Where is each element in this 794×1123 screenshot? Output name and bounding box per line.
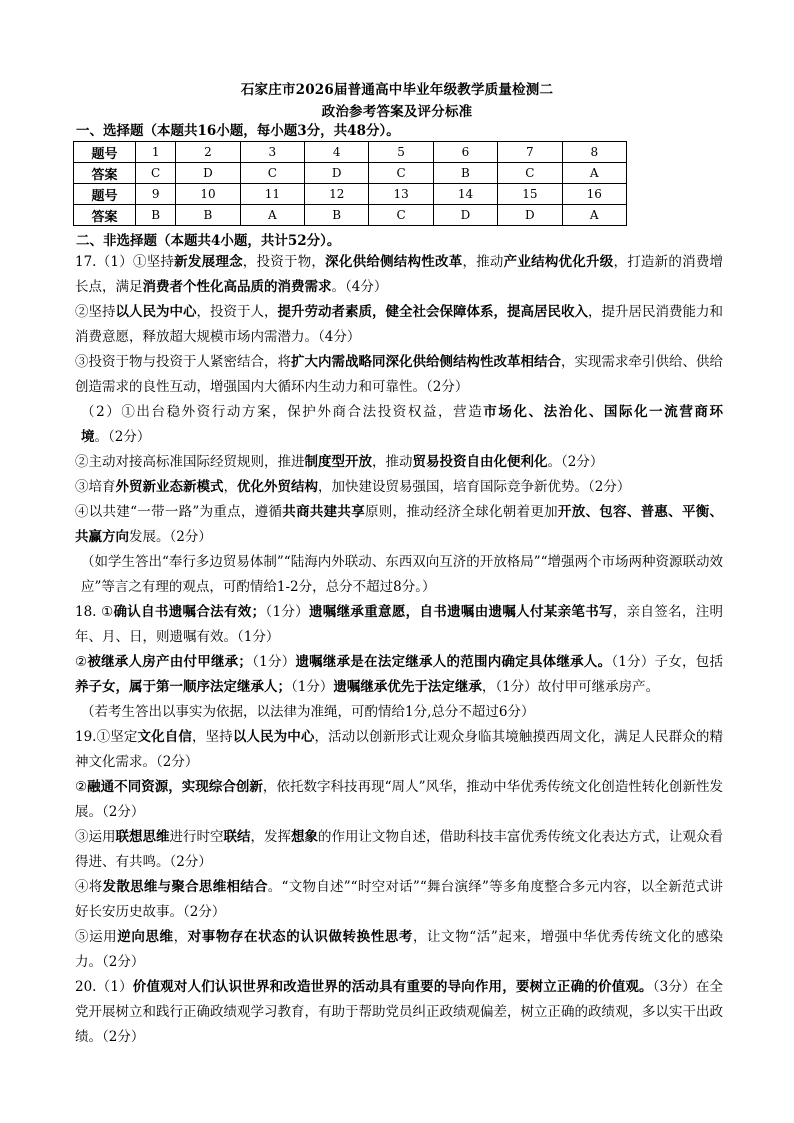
answer-paragraph: ④以共建“一带一路”为重点，遵循共商共建共享原则，推动经济全球化朝着更加开放、包容、普惠、平衡、共赢方向发展。（2分） [75,504,724,545]
answer-paragraph: ⑤运用逆向思维，对事物存在状态的认识做转换性思考，让文物“活”起来，增强中华优秀传统文化的感染力。（2分） [75,929,724,970]
answer-paragraph: 19.①坚定文化自信，坚持以人民为中心，活动以创新形式让观众身临其境触摸西周文化，满足人民群众的精神文化需求。（2分） [75,729,724,770]
question-number: 4 [305,142,369,163]
question-number: 6 [433,142,497,163]
answer-paragraph: ④将发散思维与聚合思维相结合。“文物自述”“时空对话”“舞台演绎”等多角度整合多元内容，以全新范式讲好长安历史故事。（2分） [75,879,724,920]
answer-paragraph: ②融通不同资源，实现综合创新，依托数字科技再现“周人”风华，推动中华优秀传统文化创造性转化创新性发展。（2分） [75,779,723,820]
table-row [74,184,627,205]
question-number: 10 [176,184,240,205]
answer-cell: B [433,163,497,184]
answer-cell: D [498,205,562,226]
row-label: 答案 [74,205,136,226]
answer-cell: B [176,205,240,226]
answer-cell: A [562,205,626,226]
answer-cell: D [305,163,369,184]
question-number: 15 [498,184,562,205]
question-number: 11 [240,184,304,205]
question-number: 3 [240,142,304,163]
answer-paragraph: ②被继承人房产由付甲继承；（1分）遗嘱继承是在法定继承人的范围内确定具体继承人。（1分）子女，包括养子女，属于第一顺序法定继承人；（1分）遗嘱继承优先于法定继承，（1分）故付甲可继承房产。 [75,654,724,695]
answer-cell: C [136,163,176,184]
exam-title: 石家庄市2026届普通高中毕业年级教学质量检测二 [240,82,554,98]
section1-heading: 一、选择题（本题共16小题，每小题3分，共48分）。 [76,123,400,139]
answer-paragraph: ③运用联想思维进行时空联结，发挥想象的作用让文物自述，借助科技丰富优秀传统文化表达方式，让观众看得进、有共鸣。（2分） [75,829,723,870]
question-number: 7 [498,142,562,163]
answer-cell: A [562,163,626,184]
answer-table [73,141,627,226]
row-label: 答案 [74,163,136,184]
question-number: 13 [369,184,433,205]
exam-subtitle: 政治参考答案及评分标准 [321,104,473,120]
answer-paragraph: 17.（1）①坚持新发展理念，投资于物，深化供给侧结构性改革，推动产业结构优化升级，打造新的消费增长点，满足消费者个性化高品质的消费需求。（4分） [75,254,724,295]
answer-paragraph: ②主动对接高标准国际经贸规则，推进制度型开放，推动贸易投资自由化便利化。（2分） [75,454,604,470]
answer-cell: D [176,163,240,184]
answer-paragraph: ③培育外贸新业态新模式，优化外贸结构，加快建设贸易强国，培育国际竞争新优势。（2分） [75,479,631,495]
scoring-note: （如学生答出“奉行多边贸易体制”“陆海内外联动、东西双向互济的开放格局”“增强两个市场两种资源联动效应”等言之有理的观点，可酌情给1-2分，总分不超过8分。） [81,554,724,595]
question-number: 16 [562,184,626,205]
question-number: 12 [305,184,369,205]
answer-cell: B [305,205,369,226]
answer-cell: B [136,205,176,226]
row-label: 题号 [74,142,136,163]
section2-heading: 二、非选择题（本题共4小题，共计52分）。 [76,233,341,249]
answer-cell: D [433,205,497,226]
answer-cell: A [240,205,304,226]
answer-body [75,250,723,1050]
question-number: 2 [176,142,240,163]
answer-paragraph: （2）①出台稳外资行动方案，保护外商合法投资权益，营造市场化、法治化、国际化一流营商环境。（2分） [81,404,723,445]
table-row [74,142,627,163]
question-number: 9 [136,184,176,205]
question-number: 1 [136,142,176,163]
answer-cell: C [369,205,433,226]
answer-cell: C [369,163,433,184]
answer-cell: C [498,163,562,184]
answer-paragraph: 18. ①确认自书遗嘱合法有效；（1分）遗嘱继承重意愿，自书遗嘱由遗嘱人付某亲笔书写，亲自签名，注明年、月、日，则遗嘱有效。（1分） [75,604,724,645]
scoring-note: （若考生答出以事实为依据，以法律为准绳，可酌情给1分,总分不超过6分） [81,704,535,720]
table-row [74,205,627,226]
answer-cell: C [240,163,304,184]
row-label: 题号 [74,184,136,205]
answer-paragraph: ③投资于物与投资于人紧密结合，将扩大内需战略同深化供给侧结构性改革相结合，实现需求牵引供给、供给创造需求的良性互动，增强国内大循环内生动力和可靠性。（2分） [75,354,723,395]
question-number: 5 [369,142,433,163]
question-number: 14 [433,184,497,205]
answer-paragraph: ②坚持以人民为中心，投资于人，提升劳动者素质，健全社会保障体系，提高居民收入，提升居民消费能力和消费意愿，释放超大规模市场内需潜力。（4分） [75,304,723,345]
answer-paragraph: 20.（1）价值观对人们认识世界和改造世界的活动具有重要的导向作用，要树立正确的价值观。（3分）在全党开展树立和践行正确政绩观学习教育，有助于帮助党员纠正政绩观偏差，树立正确的政绩观，多以实干出政绩。（2分） [75,979,724,1045]
question-number: 8 [562,142,626,163]
table-row [74,163,627,184]
